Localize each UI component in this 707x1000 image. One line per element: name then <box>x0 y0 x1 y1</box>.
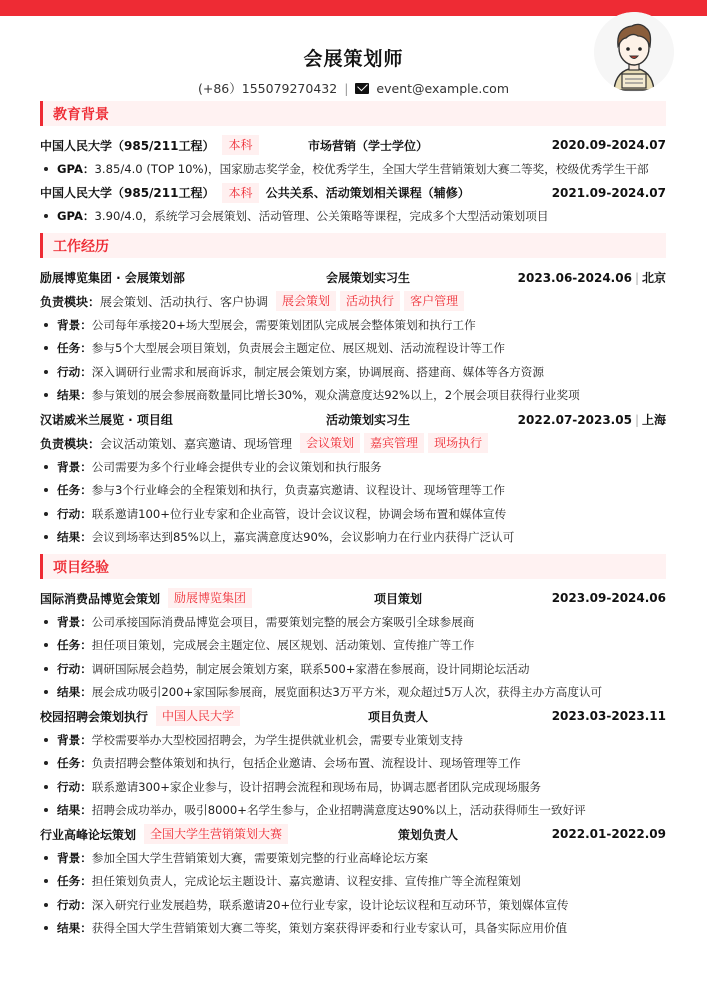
work-entry <box>40 407 666 549</box>
bullet-label: 结果： <box>57 803 92 818</box>
company: 励展博览集团 · 会展策划部 <box>40 270 185 285</box>
bullet-icon <box>44 761 48 765</box>
bullet-icon <box>44 667 48 671</box>
bullet-text: 深入调研行业需求和展商诉求，制定展会策划方案，协调展商、搭建商、媒体等各方资源 <box>91 364 544 379</box>
contact-separator: | <box>344 80 349 96</box>
city: 上海 <box>641 412 666 427</box>
modules-line <box>40 431 666 455</box>
bullet-label: 任务： <box>57 638 92 653</box>
list-item <box>40 610 666 634</box>
list-item <box>40 870 666 894</box>
bullet-label: 背景： <box>57 850 92 865</box>
list-item <box>40 455 666 479</box>
list-item <box>40 799 666 823</box>
bullet-icon <box>44 620 48 624</box>
bullet-text: 参与5个大型展会项目策划，负责展会主题定位、展区规划、活动流程设计等工作 <box>91 341 505 356</box>
period-location <box>466 411 666 428</box>
bullet-label: 任务： <box>57 483 92 498</box>
bullet-text: 调研国际展会趋势，制定展会策划方案，联系500+家潜在参展商，设计同期论坛活动 <box>91 661 530 676</box>
role: 会展策划实习生 <box>325 270 410 285</box>
bullet-label: 背景： <box>57 317 92 332</box>
bullet-text: 3.85/4.0 (TOP 10%)，国家励志奖学金，校优秀学生，全国大学生营销策划大赛二等奖，校级优秀学生干部 <box>94 161 649 176</box>
bullet-label: GPA： <box>57 161 95 176</box>
bullet-text: 担任策划负责人，完成论坛主题设计、嘉宾邀请、议程安排、宣传推广等全流程策划 <box>91 874 521 889</box>
bullet-icon <box>44 370 48 374</box>
bullet-icon <box>44 535 48 539</box>
skill-tag: 活动执行 <box>340 291 400 311</box>
list-item <box>40 657 666 681</box>
skill-tag: 现场执行 <box>428 433 488 453</box>
list-item <box>40 752 666 776</box>
bullet-icon <box>44 738 48 742</box>
bullet-icon <box>44 926 48 930</box>
bullet-label: 任务： <box>57 756 92 771</box>
project-entry <box>40 586 666 704</box>
section-education-header <box>40 101 666 126</box>
bullet-text: 公司承接国际消费品博览会项目，需要策划完整的展会方案吸引全球参展商 <box>91 614 475 629</box>
bullet-text: 会议到场率达到85%以上，嘉宾满意度达90%，会议影响力在行业内获得广泛认可 <box>91 530 515 545</box>
city: 北京 <box>641 270 666 285</box>
list-item <box>40 205 666 229</box>
list-item <box>40 846 666 870</box>
bullet-icon <box>44 785 48 789</box>
mail-icon <box>355 83 369 94</box>
list-item <box>40 384 666 408</box>
bullet-label: 结果： <box>57 530 92 545</box>
modules-text: 会议活动策划、嘉宾邀请、现场管理 <box>100 436 293 451</box>
phone-number: (+86）155079270432 <box>198 81 338 96</box>
bullet-label: 背景： <box>57 732 92 747</box>
modules-label: 负责模块： <box>40 294 101 309</box>
bullet-text: 展会成功吸引200+家国际参展商，展览面积达3万平方米，观众超过5万人次，获得主办方高度认可 <box>91 685 603 700</box>
bullet-label: 行动： <box>57 897 92 912</box>
bullet-label: 结果： <box>57 921 92 936</box>
bullet-icon <box>44 346 48 350</box>
bullet-text: 获得全国大学生营销策划大赛二等奖，策划方案获得评委和行业专家认可，具备实际应用价值 <box>91 921 568 936</box>
bullet-icon <box>44 214 48 218</box>
bullet-label: 背景： <box>57 459 92 474</box>
bullet-label: 行动： <box>57 661 92 676</box>
bullet-label: 行动： <box>57 364 92 379</box>
bullet-icon <box>44 690 48 694</box>
bullet-icon <box>44 903 48 907</box>
project-name: 校园招聘会策划执行 <box>40 709 149 724</box>
bullet-text: 招聘会成功举办，吸引8000+名学生参与，企业招聘满意度达90%以上，活动获得师生一致好评 <box>91 803 586 818</box>
modules-line <box>40 289 666 313</box>
project-entry <box>40 822 666 940</box>
period: 2023.09-2024.06 <box>551 591 666 605</box>
bullet-text: 参加全国大学生营销策划大赛，需要策划完整的行业高峰论坛方案 <box>91 850 429 865</box>
project-name: 行业高峰论坛策划 <box>40 827 137 842</box>
bullet-icon <box>44 643 48 647</box>
list-item <box>40 526 666 550</box>
project-entry <box>40 704 666 822</box>
org-tag: 励展博览集团 <box>168 588 252 608</box>
degree-tag: 本科 <box>222 183 258 203</box>
list-item <box>40 775 666 799</box>
modules-label: 负责模块： <box>40 436 101 451</box>
candidate-title: 会展策划师 <box>303 48 404 70</box>
section-projects-header <box>40 554 666 579</box>
top-accent-bar <box>0 0 707 16</box>
major: 市场营销（学士学位） <box>307 138 428 153</box>
resume-header <box>0 44 707 97</box>
list-item <box>40 360 666 384</box>
role: 活动策划实习生 <box>325 412 410 427</box>
skill-tag: 展会策划 <box>276 291 336 311</box>
divider: | <box>634 270 639 285</box>
list-item <box>40 634 666 658</box>
bullet-label: GPA： <box>57 209 95 224</box>
role: 项目负责人 <box>367 709 428 724</box>
contact-line <box>0 79 707 97</box>
section-title: 教育背景 <box>53 106 109 123</box>
divider: | <box>634 412 639 427</box>
major: 公共关系、活动策划相关课程（辅修） <box>265 186 470 200</box>
list-item <box>40 479 666 503</box>
bullet-label: 任务： <box>57 341 92 356</box>
bullet-text: 联系邀请100+位行业专家和企业高管，设计会议议程，协调会场布置和媒体宣传 <box>91 506 507 521</box>
role: 策划负责人 <box>397 827 458 842</box>
list-item <box>40 337 666 361</box>
bullet-text: 学校需要举办大型校园招聘会，为学生提供就业机会，需要专业策划支持 <box>91 732 463 747</box>
bullet-icon <box>44 167 48 171</box>
bullet-label: 结果： <box>57 388 92 403</box>
skill-tag: 客户管理 <box>404 291 464 311</box>
section-title: 工作经历 <box>53 238 109 255</box>
degree-tag: 本科 <box>222 135 258 155</box>
work-entry <box>40 265 666 407</box>
period-location <box>466 269 666 286</box>
section-work-header <box>40 233 666 258</box>
list-item <box>40 157 666 181</box>
education-entry <box>40 181 666 229</box>
skill-tag: 嘉宾管理 <box>364 433 424 453</box>
bullet-text: 联系邀请300+家企业参与，设计招聘会流程和现场布局，协调志愿者团队完成现场服务 <box>91 779 542 794</box>
period: 2023.03-2023.11 <box>551 709 666 723</box>
modules-text: 展会策划、活动执行、客户协调 <box>100 294 269 309</box>
period: 2022.01-2022.09 <box>551 827 666 841</box>
bullet-icon <box>44 512 48 516</box>
bullet-icon <box>44 393 48 397</box>
bullet-text: 参与策划的展会参展商数量同比增长30%，观众满意度达92%以上，2个展会项目获得行业奖项 <box>91 388 580 403</box>
role: 项目策划 <box>373 591 422 606</box>
org-tag: 中国人民大学 <box>156 706 240 726</box>
list-item <box>40 681 666 705</box>
period: 2020.09-2024.07 <box>551 138 666 152</box>
bullet-text: 公司需要为多个行业峰会提供专业的会议策划和执行服务 <box>91 459 382 474</box>
email-link[interactable]: event@example.com <box>376 80 509 96</box>
school-name: 中国人民大学（985/211工程） <box>40 186 215 200</box>
bullet-text: 3.90/4.0，系统学习会展策划、活动管理、公关策略等课程，完成多个大型活动策划项目 <box>94 209 549 224</box>
bullet-icon <box>44 808 48 812</box>
bullet-icon <box>44 879 48 883</box>
school-name: 中国人民大学（985/211工程） <box>40 138 215 153</box>
list-item <box>40 313 666 337</box>
company: 汉诺威米兰展览 · 项目组 <box>40 412 173 427</box>
bullet-label: 行动： <box>57 506 92 521</box>
bullet-icon <box>44 488 48 492</box>
period: 2022.07-2023.05 <box>517 412 632 427</box>
section-title: 项目经验 <box>53 559 109 576</box>
bullet-label: 背景： <box>57 614 92 629</box>
bullet-icon <box>44 465 48 469</box>
period: 2021.09-2024.07 <box>551 185 666 200</box>
resume-body <box>40 101 666 940</box>
education-entry <box>40 133 666 181</box>
bullet-text: 深入研究行业发展趋势，联系邀请20+位行业专家，设计论坛议程和互动环节，策划媒体宣传 <box>91 897 569 912</box>
bullet-icon <box>44 856 48 860</box>
list-item <box>40 917 666 941</box>
bullet-label: 结果： <box>57 685 92 700</box>
bullet-label: 任务： <box>57 874 92 889</box>
period: 2023.06-2024.06 <box>517 270 632 285</box>
project-name: 国际消费品博览会策划 <box>40 591 161 606</box>
bullet-text: 公司每年承接20+场大型展会，需要策划团队完成展会整体策划和执行工作 <box>91 317 476 332</box>
skill-tag: 会议策划 <box>300 433 360 453</box>
bullet-text: 担任项目策划，完成展会主题定位、展区规划、活动策划、宣传推广等工作 <box>91 638 475 653</box>
list-item <box>40 728 666 752</box>
list-item <box>40 502 666 526</box>
bullet-text: 参与3个行业峰会的全程策划和执行，负责嘉宾邀请、议程设计、现场管理等工作 <box>91 483 505 498</box>
bullet-text: 负责招聘会整体策划和执行，包括企业邀请、会场布置、流程设计、现场管理等工作 <box>91 756 521 771</box>
bullet-icon <box>44 323 48 327</box>
list-item <box>40 893 666 917</box>
bullet-label: 行动： <box>57 779 92 794</box>
org-tag: 全国大学生营销策划大赛 <box>144 824 288 844</box>
